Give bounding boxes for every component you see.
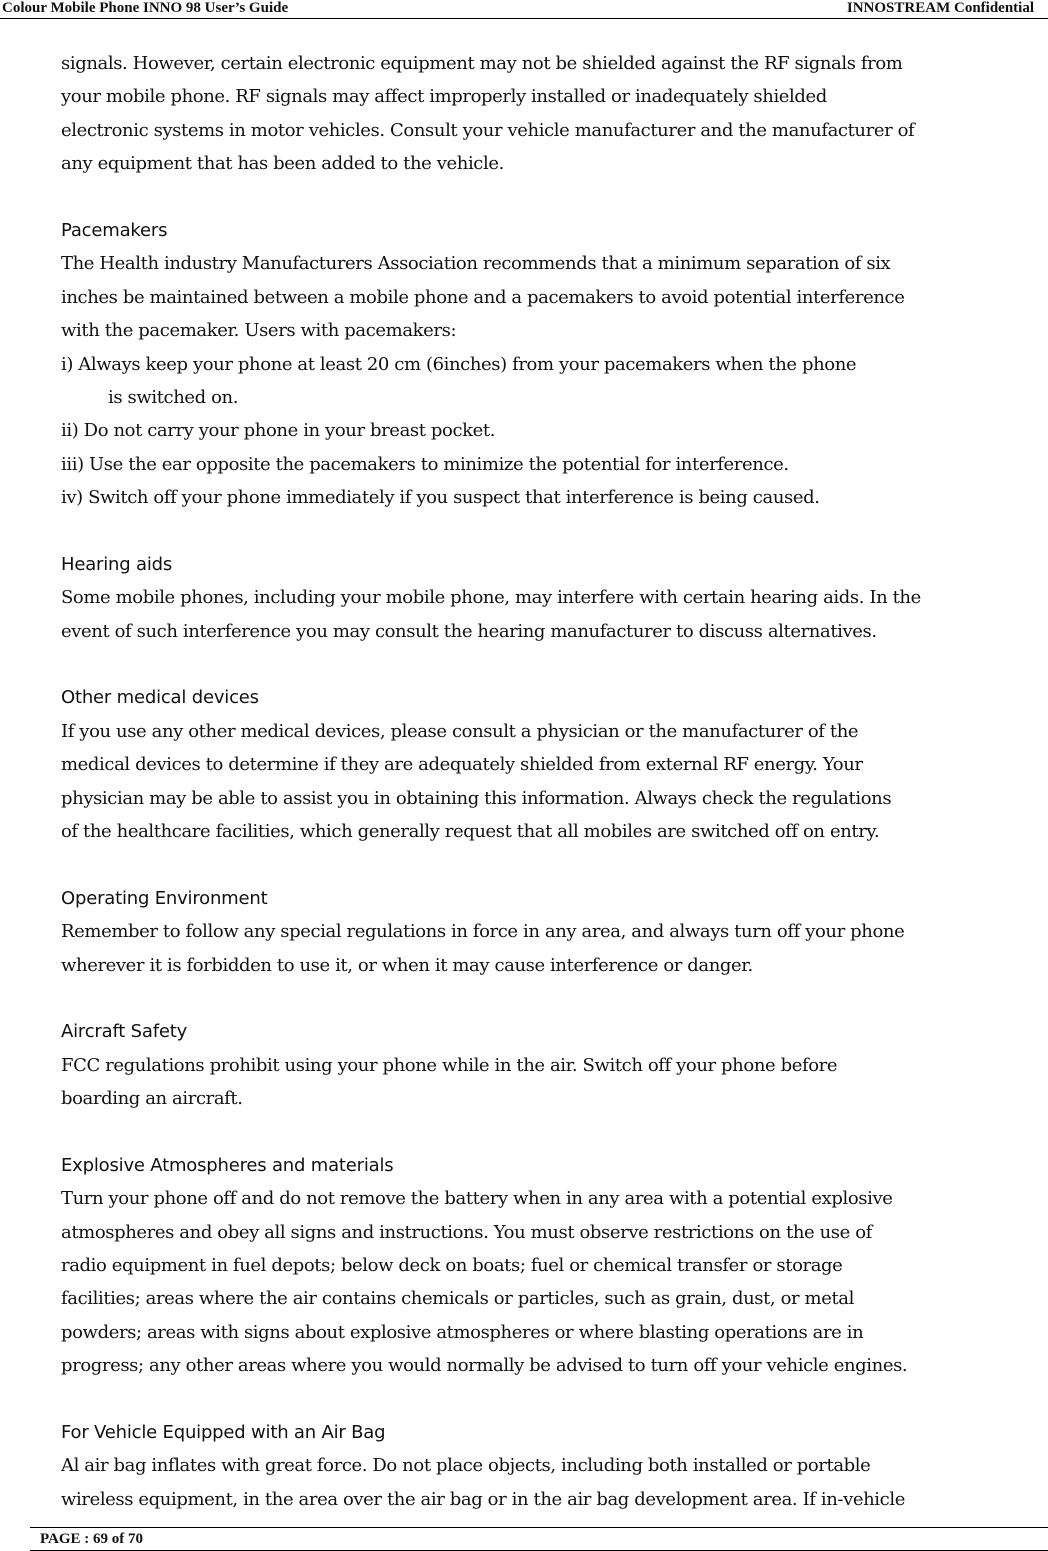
intro-paragraph (61, 47, 1041, 181)
text-line: with the pacemaker. Users with pacemakers: (61, 320, 457, 342)
section-heading: Hearing aids (61, 553, 173, 575)
page-footer (30, 1527, 1048, 1551)
text-line: boarding an aircraft. (61, 1088, 243, 1110)
section-heading: For Vehicle Equipped with an Air Bag (61, 1422, 386, 1444)
text-line: If you use any other medical devices, please consult a physician or the manufacturer of the (61, 720, 859, 742)
text-line: physician may be able to assist you in obtaining this information. Always check the regulations (61, 787, 892, 809)
text-line: The Health industry Manufacturers Association recommends that a minimum separation of six (61, 253, 891, 275)
page-number: PAGE : 69 of 70 (40, 1531, 144, 1547)
text-line: wireless equipment, in the area over the air bag or in the air bag development area. If in-vehicle (61, 1488, 905, 1510)
section-heading: Aircraft Safety (61, 1021, 188, 1043)
text-line: Some mobile phones, including your mobile phone, may interfere with certain hearing aids. In the (61, 587, 921, 609)
text-line: event of such interference you may consult the hearing manufacturer to discuss alternatives. (61, 620, 877, 642)
document-body (61, 47, 1041, 1516)
page-header (0, 0, 1048, 19)
section-heading: Pacemakers (61, 219, 168, 241)
text-line: radio equipment in fuel depots; below deck on boats; fuel or chemical transfer or storage (61, 1255, 843, 1277)
text-line: wherever it is forbidden to use it, or when it may cause interference or danger. (61, 954, 753, 976)
list-item-continuation: is switched on. (108, 386, 239, 408)
text-line: of the healthcare facilities, which generally request that all mobiles are switched off on entry. (61, 820, 880, 842)
section-other-medical-devices (61, 681, 1041, 848)
section-pacemakers (61, 214, 1041, 515)
text-line: electronic systems in motor vehicles. Consult your vehicle manufacturer and the manufacturer of (61, 119, 915, 141)
text-line: Remember to follow any special regulations in force in any area, and always turn off your phone (61, 921, 905, 943)
section-heading: Operating Environment (61, 887, 268, 909)
section-heading: Explosive Atmospheres and materials (61, 1154, 394, 1176)
list-item: iv) Switch off your phone immediately if you suspect that interference is being caused. (61, 487, 820, 509)
list-item: ii) Do not carry your phone in your breast pocket. (61, 420, 496, 442)
text-line: medical devices to determine if they are adequately shielded from external RF energy. Your (61, 754, 863, 776)
text-line: signals. However, certain electronic equipment may not be shielded against the RF signals from (61, 53, 903, 74)
text-line: inches be maintained between a mobile phone and a pacemakers to avoid potential interference (61, 286, 905, 308)
list-item: iii) Use the ear opposite the pacemakers to minimize the potential for interference. (61, 453, 789, 475)
section-operating-environment (61, 882, 1041, 982)
text-line: any equipment that has been added to the vehicle. (61, 153, 504, 175)
section-explosive-atmospheres (61, 1149, 1041, 1383)
text-line: progress; any other areas where you would normally be advised to turn off your vehicle engines. (61, 1355, 908, 1377)
text-line: powders; areas with signs about explosive atmospheres or where blasting operations are in (61, 1321, 864, 1343)
text-line: FCC regulations prohibit using your phone while in the air. Switch off your phone before (61, 1054, 838, 1076)
list-item: i) Always keep your phone at least 20 cm (6inches) from your pacemakers when the phone (61, 353, 857, 375)
text-line: atmospheres and obey all signs and instructions. You must observe restrictions on the use of (61, 1221, 872, 1243)
text-line: facilities; areas where the air contains chemicals or particles, such as grain, dust, or metal (61, 1288, 854, 1310)
text-line: Turn your phone off and do not remove the battery when in any area with a potential explosive (61, 1188, 893, 1210)
section-heading: Other medical devices (61, 687, 259, 709)
section-aircraft-safety (61, 1015, 1041, 1115)
section-hearing-aids (61, 548, 1041, 648)
header-title: Colour Mobile Phone INNO 98 User’s Guide (2, 0, 289, 16)
header-confidential: INNOSTREAM Confidential (846, 0, 1034, 16)
text-line: Al air bag inflates with great force. Do not place objects, including both installed or portable (61, 1455, 871, 1477)
section-air-bag (61, 1416, 1041, 1516)
text-line: your mobile phone. RF signals may affect improperly installed or inadequately shielded (61, 86, 827, 108)
